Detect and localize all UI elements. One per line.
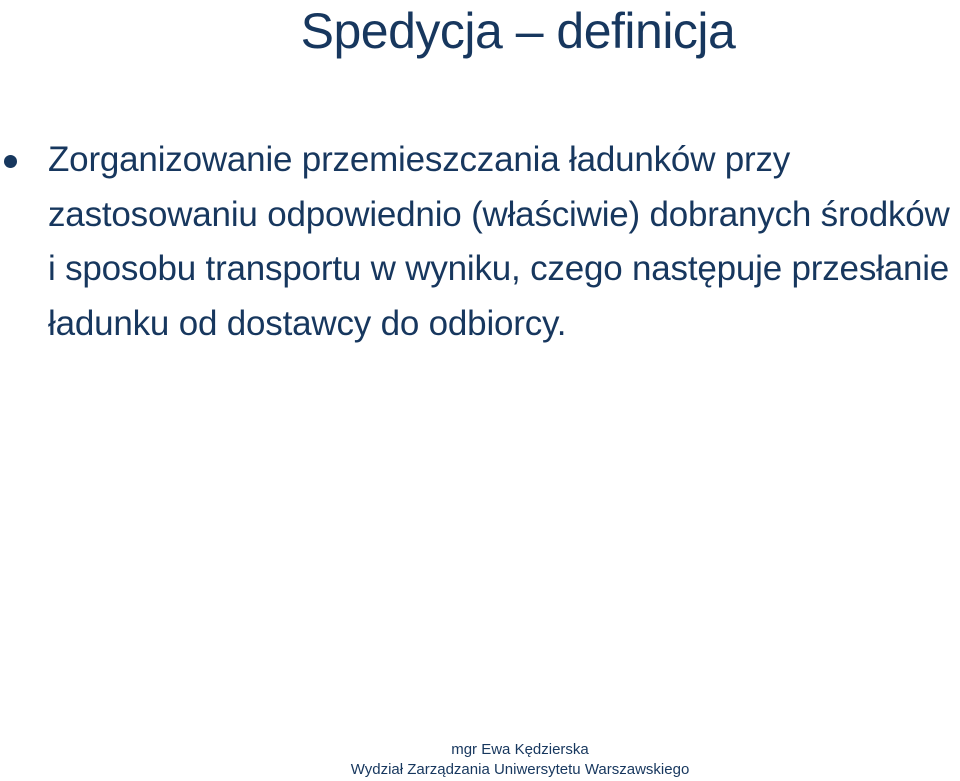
footer-author: mgr Ewa Kędzierska: [451, 741, 589, 758]
bullet-dot-icon: [4, 155, 17, 168]
slide-title: Spedycja – definicja: [300, 3, 736, 59]
bullet-item: [0, 133, 960, 351]
footer-faculty: Wydział Zarządzania Uniwersytetu Warszawskiego: [350, 761, 690, 778]
bullet-text: Zorganizowanie przemieszczania ładunków przy zastosowaniu odpowiednio (właściwie) dobranych środków i sposobu transportu w wyniku, czego następuje przesłanie ładunku od dostawcy do odbiorcy.: [48, 140, 950, 343]
bullet-list: [0, 133, 960, 351]
